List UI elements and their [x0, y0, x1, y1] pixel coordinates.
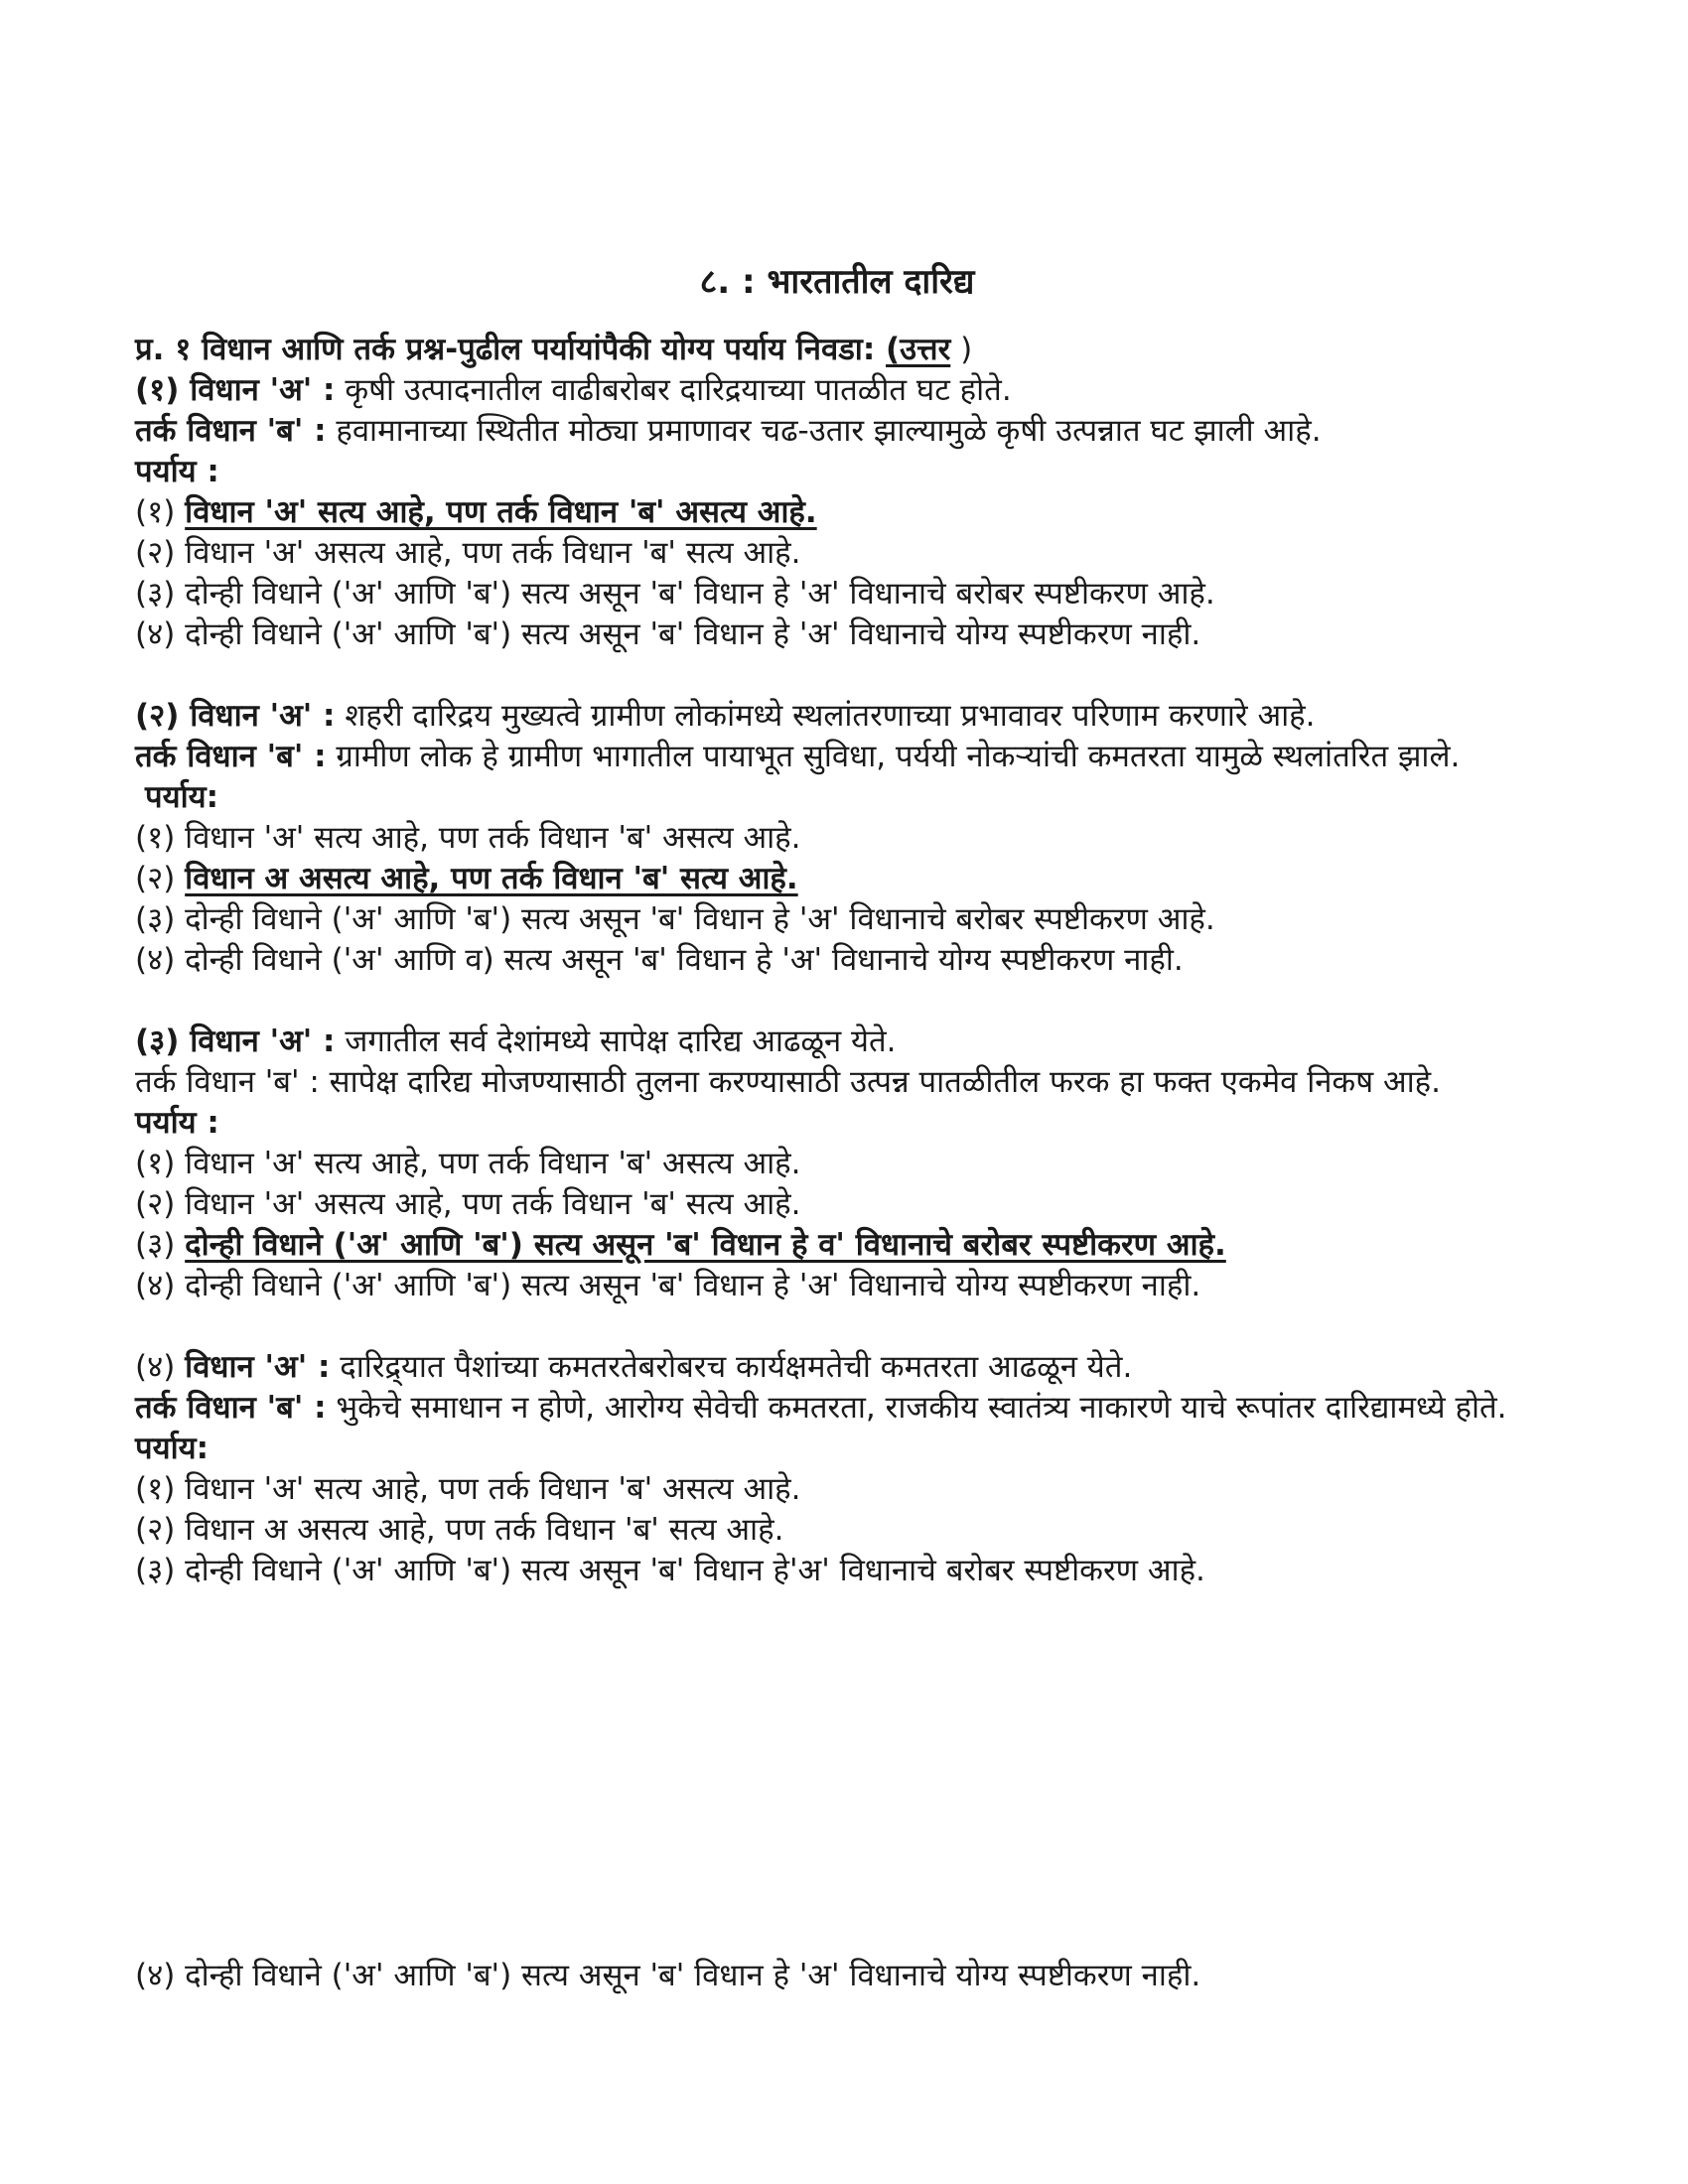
- q2-option-2: [135, 859, 1539, 899]
- q2-b-text: ग्रामीण लोक हे ग्रामीण भागातील पायाभूत सुविधा, पर्ययी नोकऱ्यांची कमतरता यामुळे स्थलांतरित झाले.: [326, 739, 1461, 774]
- q2-a-label: (२) विधान 'अ' :: [135, 698, 336, 734]
- q3-option-4: (४) दोन्ही विधाने ('अ' आणि 'ब') सत्य असून 'ब' विधान हे 'अ' विधानाचे योग्य स्पष्टीकरण नाही.: [135, 1268, 1201, 1303]
- q4-option-4-partial: (४) दोन्ही विधाने ('अ' आणि 'ब') सत्य असून 'ब' विधान हे 'अ' विधानाचे योग्य स्पष्टीकरण नाही.: [135, 1958, 1201, 1993]
- q4-a-label: विधान 'अ' :: [185, 1349, 331, 1385]
- q4-option-3: (३) दोन्ही विधाने ('अ' आणि 'ब') सत्य असून 'ब' विधान हे'अ' विधानाचे बरोबर स्पष्टीकरण आहे.: [135, 1553, 1205, 1588]
- q3-opt3-num: (३): [135, 1227, 186, 1263]
- q4-b-text: भुकेचे समाधान न होणे, आरोग्य सेवेची कमतरता, राजकीय स्वातंत्र्य नाकारणे याचे रूपांतर दारिद्यामध्ये होते.: [326, 1390, 1507, 1426]
- q1-a-label: (१) विधान 'अ' :: [135, 372, 336, 408]
- question-instruction: [135, 330, 1539, 370]
- q3-statement-b: तर्क विधान 'ब' : सापेक्ष दारिद्य मोजण्यासाठी तुलना करण्यासाठी उत्पन्न पातळीतील फरक हा फक्त एकमेव निकष आहे.: [135, 1064, 1442, 1100]
- q2-statement-a: [135, 696, 1539, 737]
- q1-statement-b: [135, 411, 1539, 452]
- q2-a-text: शहरी दारिद्रय मुख्यत्वे ग्रामीण लोकांमध्ये स्थलांतरणाच्या प्रभावावर परिणाम करणारे आहे.: [335, 698, 1316, 734]
- q3-a-label: (३) विधान 'अ' :: [135, 1024, 336, 1059]
- q2-option-4: (४) दोन्ही विधाने ('अ' आणि व) सत्य असून 'ब' विधान हे 'अ' विधानाचे योग्य स्पष्टीकरण नाही.: [135, 942, 1184, 978]
- q1-opt1-num: (१): [135, 494, 186, 530]
- q2-statement-b: [135, 737, 1539, 777]
- q1-option-4: (४) दोन्ही विधाने ('अ' आणि 'ब') सत्य असून 'ब' विधान हे 'अ' विधानाचे योग्य स्पष्टीकरण नाही.: [135, 616, 1201, 652]
- q1-b-label: तर्क विधान 'ब' :: [135, 413, 327, 449]
- q1-b-text: हवामानाच्या स्थितीत मोठ्या प्रमाणावर चढ-उतार झाल्यामुळे कृषी उत्पन्नात घट झाली आहे.: [326, 413, 1322, 449]
- q3-option-1: (१) विधान 'अ' सत्य आहे, पण तर्क विधान 'ब' असत्य आहे.: [135, 1146, 801, 1181]
- spacer: [135, 655, 1539, 696]
- q1-statement-a: [135, 370, 1539, 411]
- spacer: [135, 1306, 1539, 1347]
- q2-opt2-correct: विधान अ असत्य आहे, पण तर्क विधान 'ब' सत्य आहे.: [185, 861, 798, 896]
- q4-options-label: पर्याय:: [135, 1431, 209, 1466]
- q3-option-2: (२) विधान 'अ' असत्य आहे, पण तर्क विधान 'ब' सत्य आहे.: [135, 1186, 801, 1222]
- q4-statement-b: [135, 1388, 1539, 1429]
- q3-opt3-correct: दोन्ही विधाने ('अ' आणि 'ब') सत्य असून 'ब' विधान हे व' विधानाचे बरोबर स्पष्टीकरण आहे.: [185, 1227, 1226, 1263]
- instruction-text: प्र. १ विधान आणि तर्क प्रश्न-पुढील पर्यायांपैकी योग्य पर्याय निवडा:: [135, 332, 887, 367]
- q3-options-label: पर्याय :: [135, 1105, 219, 1141]
- q2-option-3: (३) दोन्ही विधाने ('अ' आणि 'ब') सत्य असून 'ब' विधान हे 'अ' विधानाचे बरोबर स्पष्टीकरण आहे.: [135, 901, 1215, 937]
- page-title: ८. : भारतातील दारिद्य: [699, 262, 975, 302]
- q4-b-label: तर्क विधान 'ब' :: [135, 1390, 327, 1426]
- q1-a-text: कृषी उत्पादनातील वाढीबरोबर दारिद्रयाच्या पातळीत घट होते.: [335, 372, 1012, 408]
- q4-a-num: (४): [135, 1349, 186, 1385]
- q3-statement-a: [135, 1022, 1539, 1062]
- q3-a-text: जगातील सर्व देशांमध्ये सापेक्ष दारिद्य आढळून येते.: [335, 1024, 897, 1059]
- q1-opt1-correct: विधान 'अ' सत्य आहे, पण तर्क विधान 'ब' असत्य आहे.: [185, 494, 817, 530]
- q1-option-3: (३) दोन्ही विधाने ('अ' आणि 'ब') सत्य असून 'ब' विधान हे 'अ' विधानाचे बरोबर स्पष्टीकरण आहे.: [135, 576, 1215, 612]
- spacer: [135, 981, 1539, 1022]
- q2-options-label: पर्याय:: [145, 779, 218, 815]
- q4-option-2: (२) विधान अ असत्य आहे, पण तर्क विधान 'ब' सत्य आहे.: [135, 1512, 784, 1548]
- q1-option-1: [135, 492, 1539, 533]
- q4-a-text: दारिद्र्यात पैशांच्या कमतरतेबरोबरच कार्यक्षमतेची कमतरता आढळून येते.: [330, 1349, 1133, 1385]
- answer-close: ): [950, 332, 973, 367]
- q4-statement-a: [135, 1347, 1539, 1388]
- q2-opt2-num: (२): [135, 861, 186, 896]
- q1-option-2: (२) विधान 'अ' असत्य आहे, पण तर्क विधान 'ब' सत्य आहे.: [135, 535, 801, 571]
- q4-option-1: (१) विधान 'अ' सत्य आहे, पण तर्क विधान 'ब' असत्य आहे.: [135, 1471, 801, 1507]
- q2-b-label: तर्क विधान 'ब' :: [135, 739, 327, 774]
- q1-options-label: पर्याय :: [135, 454, 219, 489]
- q4-option-4-cut-off: [135, 1958, 1525, 2007]
- answer-label: (उत्तर: [886, 332, 951, 367]
- q3-option-3: [135, 1225, 1539, 1266]
- q2-option-1: (१) विधान 'अ' सत्य आहे, पण तर्क विधान 'ब' असत्य आहे.: [135, 820, 801, 856]
